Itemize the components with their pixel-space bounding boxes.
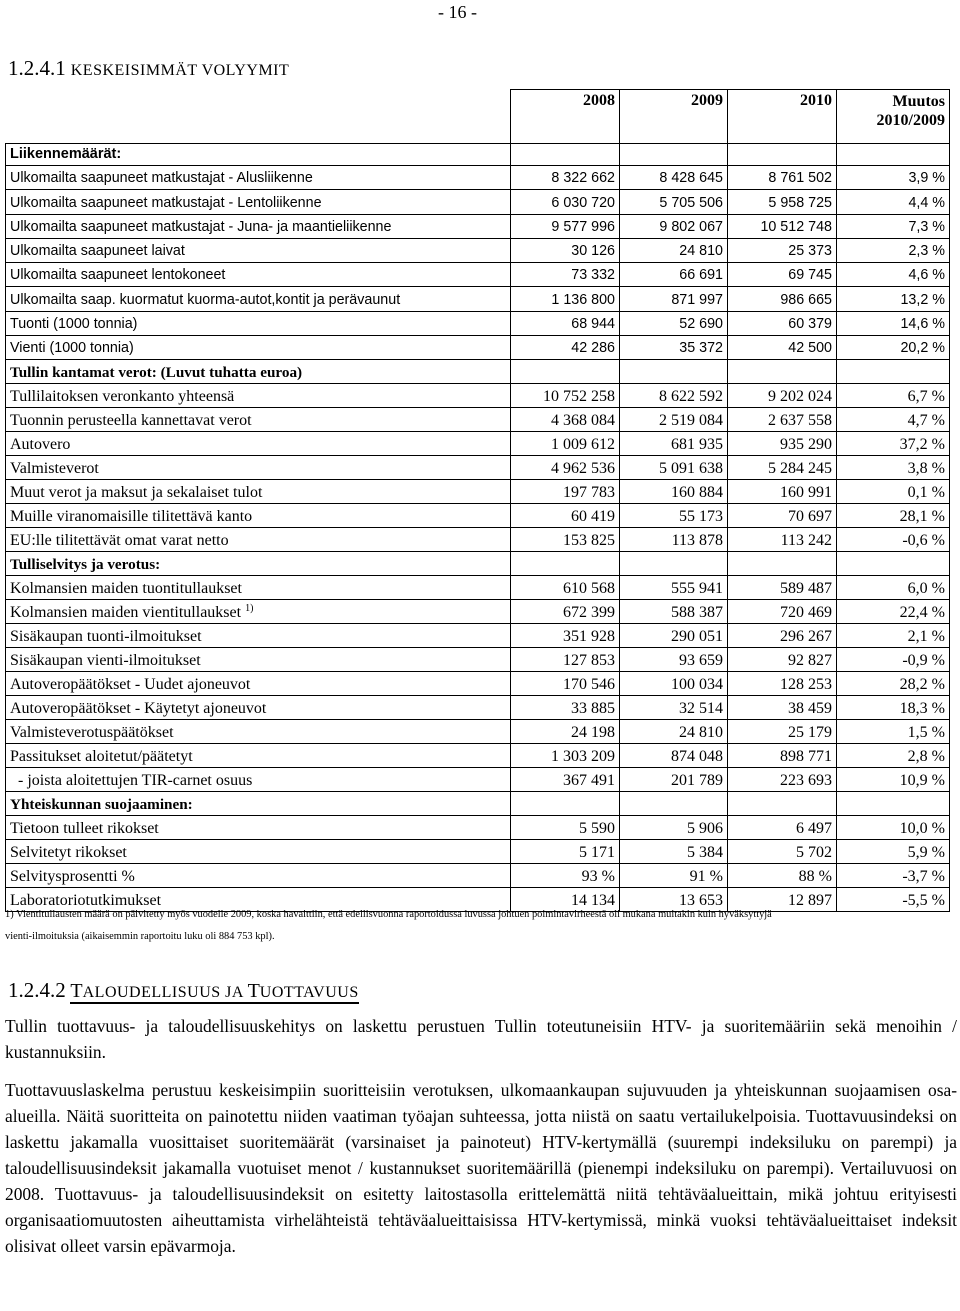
value-2008: 60 419 [511, 504, 620, 528]
empty-cell [511, 360, 620, 384]
section-tulliselvitys [6, 552, 950, 576]
header-2009: 2009 [620, 90, 728, 144]
table-row [6, 190, 950, 214]
empty-cell [728, 552, 837, 576]
value-2008: 6 030 720 [511, 190, 620, 214]
table-row [6, 214, 950, 238]
table-row [6, 863, 950, 887]
value-2008: 9 577 996 [511, 214, 620, 238]
value-2009: 588 387 [620, 599, 728, 623]
value-2009: 5 091 638 [620, 456, 728, 480]
footnote-line-1: 1) Vientitullausten määrä on päivitetty myös vuodelle 2009, koska havaittiin, että edellisvuonna raportoidussa luvussa johtuen poimintavirheestä oli mukana muitakin kuin hyväksyttyjä [5, 909, 772, 920]
value-2009: 113 878 [620, 528, 728, 552]
table-row [6, 432, 950, 456]
row-label: Tullilaitoksen veronkanto yhteensä [6, 384, 511, 408]
table-row [6, 408, 950, 432]
value-2010: 6 497 [728, 815, 837, 839]
section-heading-taloudellisuus [8, 978, 359, 1003]
empty-cell [620, 144, 728, 166]
value-2009: 5 384 [620, 839, 728, 863]
value-change: 6,7 % [837, 384, 950, 408]
volume-table [5, 89, 950, 912]
value-2010: 42 500 [728, 336, 837, 360]
value-2009: 555 941 [620, 575, 728, 599]
value-change: 3,8 % [837, 456, 950, 480]
row-label: EU:lle tilitettävät omat varat netto [6, 528, 511, 552]
value-change: 28,1 % [837, 504, 950, 528]
row-label: Ulkomailta saap. kuormatut kuorma-autot,kontit ja perävaunut [6, 287, 511, 311]
value-2010: 2 637 558 [728, 408, 837, 432]
row-label: Ulkomailta saapuneet matkustajat - Alusliikenne [6, 166, 511, 190]
value-2008: 197 783 [511, 480, 620, 504]
value-2008: 1 009 612 [511, 432, 620, 456]
value-2010: 296 267 [728, 623, 837, 647]
row-label: Selvitetyt rikokset [6, 839, 511, 863]
value-change: -0,9 % [837, 647, 950, 671]
value-change: 6,0 % [837, 575, 950, 599]
row-label: Ulkomailta saapuneet lentokoneet [6, 263, 511, 287]
value-change: 5,9 % [837, 839, 950, 863]
row-label: Vienti (1000 tonnia) [6, 336, 511, 360]
value-2010: 128 253 [728, 671, 837, 695]
value-2008: 170 546 [511, 671, 620, 695]
value-2009: 9 802 067 [620, 214, 728, 238]
row-label: Ulkomailta saapuneet matkustajat - Lentoliikenne [6, 190, 511, 214]
table-row [6, 263, 950, 287]
value-2010: 12 897 [728, 887, 837, 911]
value-change: 4,7 % [837, 408, 950, 432]
empty-cell [728, 791, 837, 815]
value-2009: 55 173 [620, 504, 728, 528]
value-2010: 5 702 [728, 839, 837, 863]
value-2010: 113 242 [728, 528, 837, 552]
value-2010: 720 469 [728, 599, 837, 623]
value-2010: 10 512 748 [728, 214, 837, 238]
table-row [6, 480, 950, 504]
row-label: Sisäkaupan tuonti-ilmoitukset [6, 623, 511, 647]
row-label: Sisäkaupan vienti-ilmoitukset [6, 647, 511, 671]
table-row [6, 287, 950, 311]
value-change: 10,9 % [837, 767, 950, 791]
value-2010: 25 373 [728, 238, 837, 262]
row-label: Kolmansien maiden vientitullaukset $^{1)}$ [6, 599, 511, 623]
section-label: Tullin kantamat verot: (Luvut tuhatta euroa) [6, 360, 511, 384]
value-2009: 100 034 [620, 671, 728, 695]
empty-cell [837, 552, 950, 576]
value-2009: 32 514 [620, 695, 728, 719]
header-empty-cell [6, 90, 511, 144]
value-change: 37,2 % [837, 432, 950, 456]
empty-cell [728, 144, 837, 166]
value-2008: 73 332 [511, 263, 620, 287]
value-change: 10,0 % [837, 815, 950, 839]
value-change: 20,2 % [837, 336, 950, 360]
value-change: 3,9 % [837, 166, 950, 190]
table-header-row [6, 90, 950, 144]
empty-cell [620, 791, 728, 815]
value-2009: 871 997 [620, 287, 728, 311]
row-label: Ulkomailta saapuneet matkustajat - Juna- ja maantieliikenne [6, 214, 511, 238]
value-2010: 589 487 [728, 575, 837, 599]
value-change: 0,1 % [837, 480, 950, 504]
value-2010: 60 379 [728, 311, 837, 335]
value-2010: 898 771 [728, 743, 837, 767]
table-row [6, 743, 950, 767]
value-2008: 1 303 209 [511, 743, 620, 767]
row-label: Passitukset aloitetut/päätetyt [6, 743, 511, 767]
paragraph-2: Tuottavuuslaskelma perustuu keskeisimpiin suoritteisiin verotuksen, ulkomaankaupan sujuvuuden ja yhteiskunnan suojaamisen osa-alueilla. Näitä suoritteita on painotettu niiden vaatiman työajan suhteessa, jotta niistä on saatu vertailukelpoisia. Tuottavuusindeksi on laskettu jakamalla vuosittaiset suoritemäärät (varsinaiset ja painoteut) HTV-kertymällä (suurempi indeksiluku on parempi) ja taloudellisuusindeksit jakamalla vuotuiset menot / kustannukset suoritemäärillä (pienempi indeksiluku on parempi). Vertailuvuosi on 2008. Tuottavuus- ja taloudellisuusindeksit on esitetty laitostasolla erittelemättä niitä tehtäväalueittain, mikä johtuu erityisesti organisaatiomuutosten aiheuttamista virhelähteistä tehtäväalueittaisissa HTV-kertymissä, minkä vuoksi tehtäväalueittaiset indeksit olisivat olleet varsin epävarmoja. [5, 1080, 957, 1256]
table-row [6, 311, 950, 335]
value-2010: 25 179 [728, 719, 837, 743]
section-title: TALOUDELLISUUS JA TUOTTAVUUS [70, 980, 359, 1002]
value-2009: 24 810 [620, 238, 728, 262]
table-row [6, 336, 950, 360]
empty-cell [511, 144, 620, 166]
value-change: 18,3 % [837, 695, 950, 719]
value-2008: 14 134 [511, 887, 620, 911]
value-2008: 24 198 [511, 719, 620, 743]
section-title: KESKEISIMMÄT VOLYYMIT [70, 62, 290, 79]
row-label: Selvitysprosentti % [6, 863, 511, 887]
table-row [6, 767, 950, 791]
header-change: Muutos 2010/2009 [837, 90, 950, 144]
row-label: Autoveropäätökset - Käytetyt ajoneuvot [6, 695, 511, 719]
empty-cell [511, 791, 620, 815]
row-label: Ulkomailta saapuneet laivat [6, 238, 511, 262]
value-change: 1,5 % [837, 719, 950, 743]
value-2010: 88 % [728, 863, 837, 887]
table-row [6, 647, 950, 671]
value-2009: 874 048 [620, 743, 728, 767]
value-2008: 5 171 [511, 839, 620, 863]
section-number: 1.2.4.1 [8, 56, 66, 80]
value-2010: 70 697 [728, 504, 837, 528]
section-liikennemaarat [6, 144, 950, 166]
table-row [6, 456, 950, 480]
footnote [5, 904, 955, 948]
value-2008: 4 368 084 [511, 408, 620, 432]
value-2010: 160 991 [728, 480, 837, 504]
table-row [6, 504, 950, 528]
value-2009: 201 789 [620, 767, 728, 791]
empty-cell [837, 144, 950, 166]
table-row [6, 528, 950, 552]
row-label: Tuonnin perusteella kannettavat verot [6, 408, 511, 432]
value-change: 2,1 % [837, 623, 950, 647]
header-2010: 2010 [728, 90, 837, 144]
footnote-mark: 1) [245, 602, 254, 614]
table-row [6, 599, 950, 623]
value-2009: 5 906 [620, 815, 728, 839]
empty-cell [837, 791, 950, 815]
value-2008: 351 928 [511, 623, 620, 647]
value-2009: 8 428 645 [620, 166, 728, 190]
table-row [6, 719, 950, 743]
value-2008: 10 752 258 [511, 384, 620, 408]
value-change: 4,4 % [837, 190, 950, 214]
empty-cell [620, 360, 728, 384]
value-2010: 9 202 024 [728, 384, 837, 408]
value-2008: 42 286 [511, 336, 620, 360]
table-row [6, 671, 950, 695]
value-2009: 8 622 592 [620, 384, 728, 408]
value-2008: 93 % [511, 863, 620, 887]
value-2008: 30 126 [511, 238, 620, 262]
row-label: Valmisteverot [6, 456, 511, 480]
value-2009: 93 659 [620, 647, 728, 671]
empty-cell [511, 552, 620, 576]
section-number: 1.2.4.2 [8, 978, 66, 1002]
value-change: 7,3 % [837, 214, 950, 238]
value-change: -0,6 % [837, 528, 950, 552]
section-label: Liikennemäärät: [6, 144, 511, 166]
footnote-line-2: vienti-ilmoituksia (aikaisemmin raportoitu luku oli 884 753 kpl). [5, 931, 275, 942]
table-row [6, 384, 950, 408]
value-change: -5,5 % [837, 887, 950, 911]
section-label: Yhteiskunnan suojaaminen: [6, 791, 511, 815]
value-2009: 681 935 [620, 432, 728, 456]
row-label: Autoveropäätökset - Uudet ajoneuvot [6, 671, 511, 695]
row-label: Kolmansien maiden tuontitullaukset [6, 575, 511, 599]
value-2008: 33 885 [511, 695, 620, 719]
value-2008: 5 590 [511, 815, 620, 839]
value-2008: 4 962 536 [511, 456, 620, 480]
header-2008: 2008 [511, 90, 620, 144]
value-2008: 127 853 [511, 647, 620, 671]
value-change: 28,2 % [837, 671, 950, 695]
value-2008: 1 136 800 [511, 287, 620, 311]
section-suojaaminen [6, 791, 950, 815]
section-verot [6, 360, 950, 384]
value-2009: 290 051 [620, 623, 728, 647]
row-label: - joista aloitettujen TIR-carnet osuus [6, 767, 511, 791]
value-change: 22,4 % [837, 599, 950, 623]
section-heading-volyymit [8, 56, 289, 81]
table-row [6, 238, 950, 262]
table-row [6, 695, 950, 719]
value-2009: 91 % [620, 863, 728, 887]
row-label: Tietoon tulleet rikokset [6, 815, 511, 839]
paragraph-1: Tullin tuottavuus- ja taloudellisuuskehitys on laskettu perustuen Tullin toteutuneisiin HTV- ja suoritemääriin sekä menoihin / kustannuksiin. [5, 1016, 957, 1062]
row-label: Muille viranomaisille tilitettävä kanto [6, 504, 511, 528]
value-2009: 5 705 506 [620, 190, 728, 214]
value-2010: 223 693 [728, 767, 837, 791]
table-row [6, 575, 950, 599]
value-change: 14,6 % [837, 311, 950, 335]
value-change: 2,3 % [837, 238, 950, 262]
value-2008: 367 491 [511, 767, 620, 791]
table-row [6, 623, 950, 647]
value-change: 4,6 % [837, 263, 950, 287]
empty-cell [837, 360, 950, 384]
value-change: 2,8 % [837, 743, 950, 767]
row-label: Laboratoriotutkimukset [6, 887, 511, 911]
value-2010: 92 827 [728, 647, 837, 671]
value-2008: 68 944 [511, 311, 620, 335]
value-2010: 986 665 [728, 287, 837, 311]
value-2010: 935 290 [728, 432, 837, 456]
page-number: - 16 - [438, 2, 477, 22]
value-2008: 672 399 [511, 599, 620, 623]
value-change: -3,7 % [837, 863, 950, 887]
value-2009: 66 691 [620, 263, 728, 287]
row-label: Valmisteverotuspäätökset [6, 719, 511, 743]
value-change: 13,2 % [837, 287, 950, 311]
value-2009: 160 884 [620, 480, 728, 504]
value-2009: 24 810 [620, 719, 728, 743]
row-label: Autovero [6, 432, 511, 456]
value-2008: 153 825 [511, 528, 620, 552]
value-2010: 5 958 725 [728, 190, 837, 214]
value-2010: 8 761 502 [728, 166, 837, 190]
table-row [6, 839, 950, 863]
value-2010: 38 459 [728, 695, 837, 719]
value-2009: 13 653 [620, 887, 728, 911]
value-2009: 35 372 [620, 336, 728, 360]
empty-cell [620, 552, 728, 576]
empty-cell [728, 360, 837, 384]
value-2008: 8 322 662 [511, 166, 620, 190]
value-2008: 610 568 [511, 575, 620, 599]
value-2009: 52 690 [620, 311, 728, 335]
value-2009: 2 519 084 [620, 408, 728, 432]
row-label: Muut verot ja maksut ja sekalaiset tulot [6, 480, 511, 504]
row-label: Tuonti (1000 tonnia) [6, 311, 511, 335]
value-2010: 69 745 [728, 263, 837, 287]
table-row [6, 166, 950, 190]
table-row [6, 815, 950, 839]
value-2010: 5 284 245 [728, 456, 837, 480]
section-label: Tulliselvitys ja verotus: [6, 552, 511, 576]
